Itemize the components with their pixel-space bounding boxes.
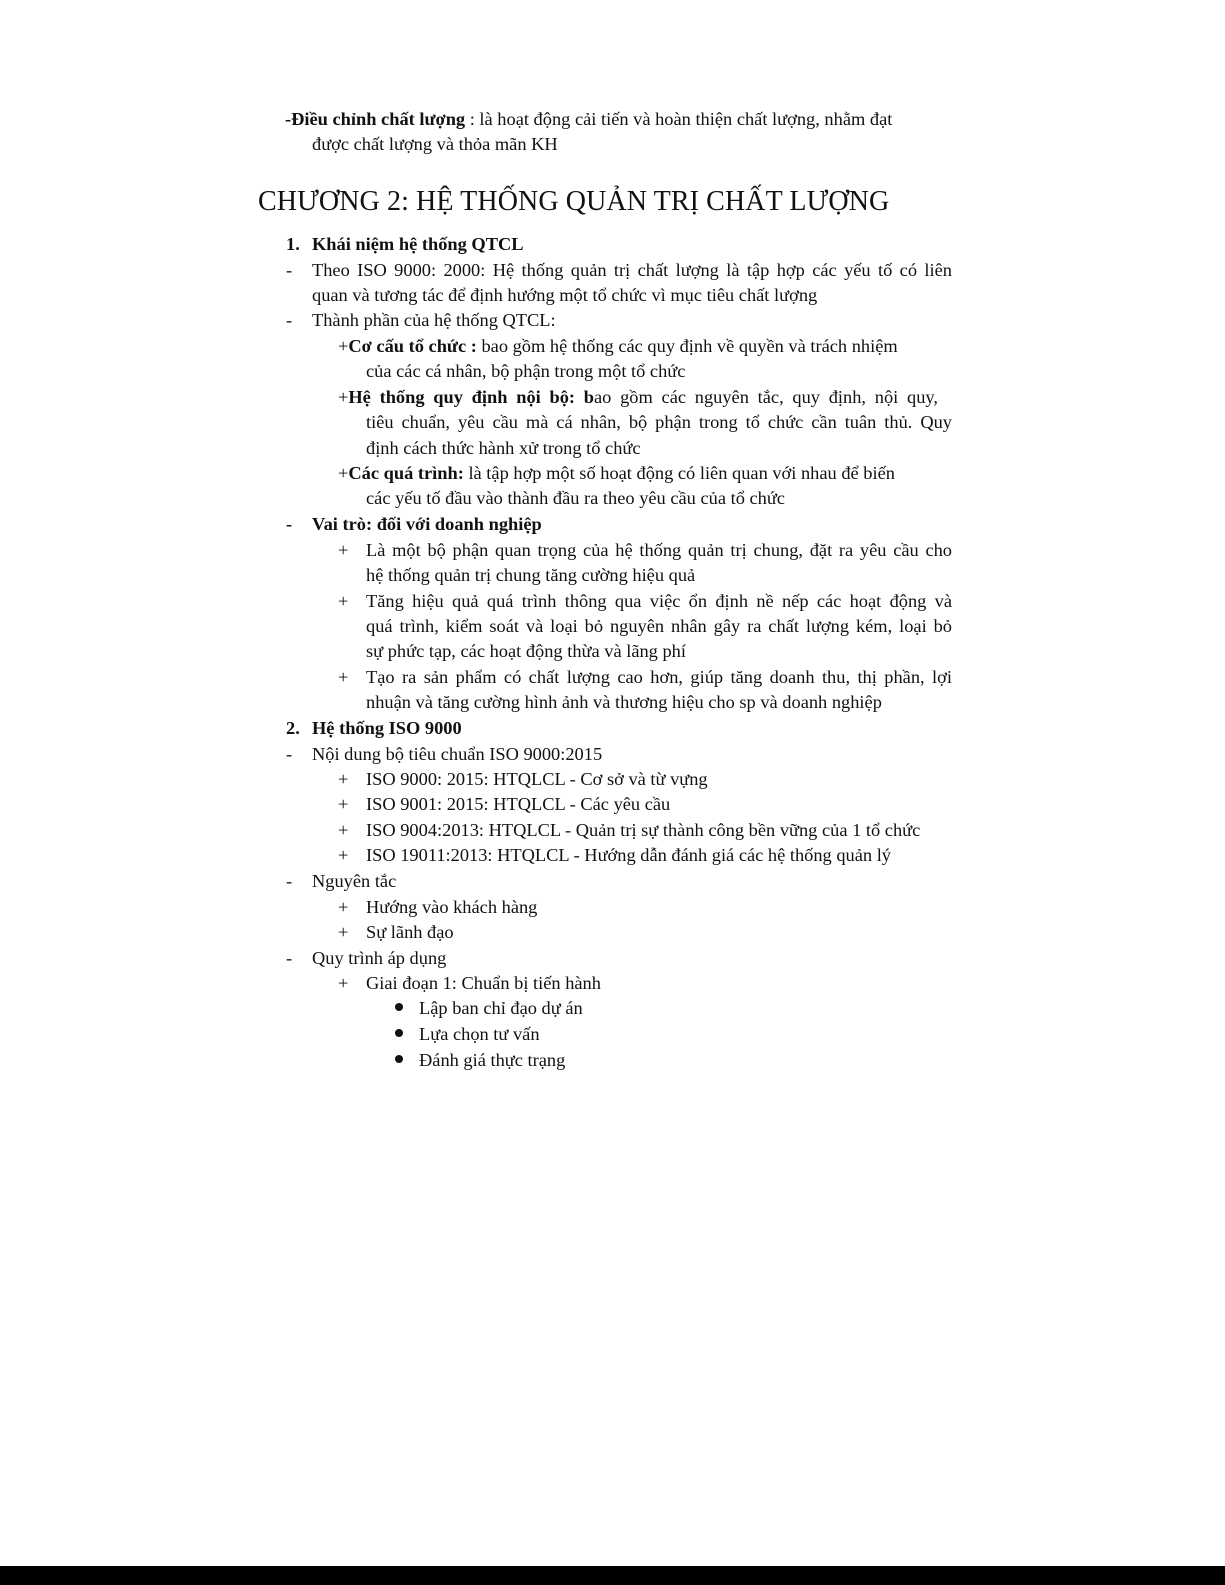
dash-marker: - bbox=[286, 260, 293, 280]
content-intro: Nội dung bộ tiêu chuẩn ISO 9000:2015 bbox=[312, 744, 603, 764]
phase-1-step: Lập ban chỉ đạo dự án bbox=[419, 998, 583, 1018]
components-intro: Thành phần của hệ thống QTCL: bbox=[312, 310, 556, 330]
role-3-line-2: nhuận và tăng cường hình ảnh và thương hiệu cho sp và doanh nghiệp bbox=[366, 692, 882, 712]
plus-marker: + bbox=[338, 540, 349, 560]
dash-marker: - bbox=[286, 948, 293, 968]
chapter-title: CHƯƠNG 2: HỆ THỐNG QUẢN TRỊ CHẤT LƯỢNG bbox=[258, 186, 890, 217]
dash-marker: - bbox=[286, 514, 293, 534]
page-bottom-border bbox=[0, 1566, 1225, 1585]
intro-line-2: được chất lượng và thỏa mãn KH bbox=[312, 134, 558, 154]
standard-item: ISO 19011:2013: HTQLCL - Hướng dẫn đánh giá các hệ thống quản lý bbox=[366, 845, 891, 865]
process-intro: Quy trình áp dụng bbox=[312, 948, 447, 968]
bullet-dot bbox=[395, 1055, 403, 1063]
plus-marker: + bbox=[338, 973, 349, 993]
section1-number: 1. bbox=[286, 234, 300, 254]
plus-marker: + bbox=[338, 591, 349, 611]
intro-label: -Điều chỉnh chất lượng bbox=[285, 109, 466, 129]
role-3-line-1: Tạo ra sản phẩm có chất lượng cao hơn, giúp tăng doanh thu, thị phần, lợi bbox=[366, 667, 952, 687]
standard-item: ISO 9004:2013: HTQLCL - Quản trị sự thành công bền vững của 1 tổ chức bbox=[366, 820, 921, 840]
principle-item: Sự lãnh đạo bbox=[366, 922, 454, 942]
component-org-structure-line-1: +Cơ cấu tổ chức : bao gồm hệ thống các quy định về quyền và trách nhiệm bbox=[338, 336, 898, 356]
plus-marker: + bbox=[338, 667, 349, 687]
standard-item: ISO 9001: 2015: HTQLCL - Các yêu cầu bbox=[366, 794, 671, 814]
plus-marker: + bbox=[338, 820, 349, 840]
intro-text: : là hoạt động cải tiến và hoàn thiện chất lượng, nhằm đạt bbox=[465, 109, 893, 129]
iso-definition-line-2: quan và tương tác để định hướng một tổ chức vì mục tiêu chất lượng bbox=[312, 285, 818, 305]
principle-item: Hướng vào khách hàng bbox=[366, 897, 538, 917]
component-internal-rules-line-2: tiêu chuẩn, yêu cầu mà cá nhân, bộ phận trong tổ chức cần tuân thủ. Quy bbox=[366, 412, 952, 432]
plus-marker: + bbox=[338, 794, 349, 814]
phase-1-step: Đánh giá thực trạng bbox=[419, 1050, 566, 1070]
component-org-structure-line-2: của các cá nhân, bộ phận trong một tổ chức bbox=[366, 361, 686, 381]
role-2-line-2: quá trình, kiểm soát và loại bỏ nguyên nhân gây ra chất lượng kém, loại bỏ bbox=[366, 616, 952, 636]
component-processes-line-1: +Các quá trình: là tập hợp một số hoạt động có liên quan với nhau để biến bbox=[338, 463, 895, 483]
role-2-line-1: Tăng hiệu quả quá trình thông qua việc ổn định nề nếp các hoạt động và bbox=[366, 591, 952, 611]
standard-item: ISO 9000: 2015: HTQLCL - Cơ sở và từ vựng bbox=[366, 769, 708, 789]
role-heading: Vai trò: đối với doanh nghiệp bbox=[312, 514, 542, 534]
plus-marker: + bbox=[338, 845, 349, 865]
role-1-line-1: Là một bộ phận quan trọng của hệ thống quản trị chung, đặt ra yêu cầu cho bbox=[366, 540, 952, 560]
phase-1-step: Lựa chọn tư vấn bbox=[419, 1024, 540, 1044]
phase-1: Giai đoạn 1: Chuẩn bị tiến hành bbox=[366, 973, 601, 993]
plus-marker: + bbox=[338, 897, 349, 917]
bullet-dot bbox=[395, 1029, 403, 1037]
component-processes-line-2: các yếu tố đầu vào thành đầu ra theo yêu cầu của tổ chức bbox=[366, 488, 785, 508]
principles-intro: Nguyên tắc bbox=[312, 871, 397, 891]
dash-marker: - bbox=[286, 744, 293, 764]
section1-heading: Khái niệm hệ thống QTCL bbox=[312, 234, 524, 254]
plus-marker: + bbox=[338, 769, 349, 789]
dash-marker: - bbox=[286, 310, 293, 330]
role-2-line-3: sự phức tạp, các hoạt động thừa và lãng phí bbox=[366, 641, 686, 661]
bullet-dot bbox=[395, 1003, 403, 1011]
plus-marker: + bbox=[338, 922, 349, 942]
iso-definition-line-1: Theo ISO 9000: 2000: Hệ thống quản trị chất lượng là tập hợp các yếu tố có liên bbox=[312, 260, 952, 280]
role-1-line-2: hệ thống quản trị chung tăng cường hiệu quả bbox=[366, 565, 696, 585]
component-internal-rules-line-3: định cách thức hành xử trong tổ chức bbox=[366, 438, 641, 458]
intro-line-1 bbox=[285, 107, 892, 131]
section2-number: 2. bbox=[286, 718, 300, 738]
section2-heading: Hệ thống ISO 9000 bbox=[312, 718, 462, 738]
component-internal-rules-line-1: +Hệ thống quy định nội bộ: bao gồm các nguyên tắc, quy định, nội quy, bbox=[338, 387, 938, 407]
dash-marker: - bbox=[286, 871, 293, 891]
